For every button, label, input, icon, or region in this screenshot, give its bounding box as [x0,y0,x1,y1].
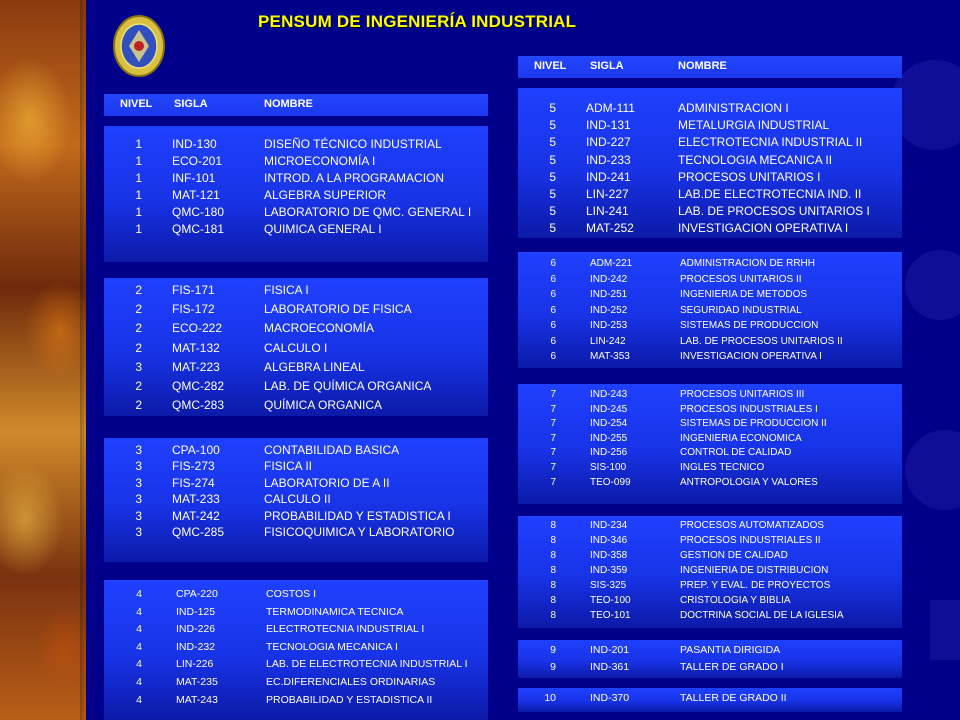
course-code: QMC-283 [172,398,225,413]
university-seal-icon [112,14,166,78]
course-row [518,520,902,534]
course-code: LIN-242 [590,335,626,347]
course-code: IND-256 [590,447,628,459]
course-name: PROCESOS AUTOMATIZADOS [680,520,825,531]
course-row [104,341,488,355]
course-level: 7 [550,418,556,430]
course-level: 8 [550,595,556,606]
course-name: INGENIERIA DE DISTRIBUCION [680,565,829,576]
course-code: ECO-201 [172,154,223,168]
course-row [104,509,488,523]
course-name: INVESTIGACION OPERATIVA I [680,351,822,362]
header-nivel: NIVEL [534,60,567,72]
course-level: 1 [135,171,142,185]
course-code: QMC-282 [172,379,225,393]
course-block [518,384,902,504]
decorative-gear-tooth [930,600,960,660]
course-row [518,389,902,403]
course-name: GESTION DE CALIDAD [680,550,788,561]
course-level: 2 [135,398,142,413]
course-name: MICROECONOMÍA I [264,154,376,168]
course-level: 5 [549,152,556,167]
course-level: 6 [550,335,556,347]
course-level: 8 [550,580,556,591]
course-name: INGENIERIA DE METODOS [680,289,808,300]
course-block [104,278,488,416]
course-level: 2 [135,379,142,393]
course-level: 6 [550,304,556,316]
course-row [104,283,488,297]
course-row [104,222,488,236]
course-code: FIS-172 [172,302,215,317]
course-name: DISEÑO TÉCNICO INDUSTRIAL [264,137,442,151]
course-row [518,595,902,609]
course-level: 7 [550,447,556,459]
course-code: IND-125 [176,605,216,618]
course-name: TALLER DE GRADO II [680,692,787,704]
course-row [104,623,488,637]
course-code: MAT-235 [176,676,218,688]
course-name: INVESTIGACION OPERATIVA I [678,221,849,236]
course-code: IND-254 [590,418,628,430]
course-row [104,188,488,202]
course-level: 4 [136,588,142,600]
course-name: ALGEBRA LINEAL [264,359,365,374]
course-name: PROCESOS INDUSTRIALES II [680,535,821,546]
course-level: 8 [550,610,556,621]
course-row [518,351,902,365]
course-row [104,137,488,151]
course-row [518,433,902,447]
course-level: 3 [135,459,142,474]
course-row [518,187,902,201]
course-name: QUIMICA GENERAL I [264,222,382,236]
course-code: TEO-100 [590,595,631,606]
course-level: 2 [135,340,142,355]
course-row [104,443,488,457]
course-level: 6 [550,351,556,362]
course-row [518,101,902,115]
course-block [518,688,902,712]
course-row [104,606,488,620]
course-name: ADMINISTRACION DE RRHH [680,258,816,269]
course-name: SEGURIDAD INDUSTRIAL [680,304,802,316]
course-name: FISICA II [264,459,313,474]
course-row [518,204,902,218]
course-row [518,258,902,272]
decorative-side-strip [0,0,86,720]
course-code: MAT-252 [586,221,634,236]
course-row [104,588,488,602]
course-level: 1 [135,188,142,202]
course-row [518,170,902,184]
course-level: 3 [135,475,142,490]
course-code: INF-101 [172,171,216,185]
course-name: CONTABILIDAD BASICA [264,443,400,457]
course-name: TECNOLOGIA MECANICA I [266,640,398,653]
course-name: SISTEMAS DE PRODUCCION [680,320,819,331]
course-row [104,321,488,335]
course-row [518,462,902,476]
course-row [518,644,902,658]
course-level: 5 [549,118,556,133]
course-code: IND-243 [590,389,628,400]
course-code: IND-251 [590,289,628,300]
course-level: 6 [550,320,556,331]
course-block [518,88,902,238]
header-nombre: NOMBRE [678,60,727,72]
course-name: ELECTROTECNIA INDUSTRIAL II [678,135,863,150]
course-level: 4 [136,605,142,618]
course-level: 7 [550,476,556,488]
table-header-right [518,56,902,78]
course-row [104,171,488,185]
table-header-left [104,94,488,116]
course-code: IND-233 [586,152,631,167]
course-name: CALCULO I [264,340,328,355]
course-block [518,252,902,368]
course-row [518,565,902,579]
course-code: IND-252 [590,304,628,316]
course-level: 2 [135,321,142,336]
course-row [518,610,902,624]
course-row [518,289,902,303]
course-code: IND-253 [590,320,628,331]
course-name: ANTROPOLOGIA Y VALORES [680,476,818,488]
course-level: 8 [550,550,556,561]
course-name: LAB. DE PROCESOS UNITARIOS II [680,335,843,347]
course-code: MAT-243 [176,693,218,706]
course-level: 6 [550,289,556,300]
course-code: IND-232 [176,640,216,653]
decorative-gear-icon [905,430,960,510]
course-row [104,492,488,506]
course-level: 7 [550,389,556,400]
course-level: 8 [550,565,556,576]
course-name: INGLES TECNICO [680,462,765,473]
course-row [104,398,488,412]
course-row [518,135,902,149]
course-level: 8 [550,535,556,546]
course-row [104,379,488,393]
course-code: LIN-227 [586,187,629,201]
course-code: IND-226 [176,623,216,636]
header-sigla: SIGLA [174,98,208,110]
course-code: ADM-221 [590,258,633,269]
course-level: 1 [135,205,142,219]
course-level: 3 [135,443,142,457]
course-level: 5 [549,169,556,184]
course-level: 2 [135,302,142,317]
header-sigla: SIGLA [590,60,624,72]
course-code: IND-227 [586,135,631,150]
course-name: TECNOLOGIA MECANICA II [678,152,833,167]
course-level: 5 [549,135,556,150]
course-level: 3 [135,525,142,539]
course-code: MAT-353 [590,351,630,362]
page-title: PENSUM DE INGENIERÍA INDUSTRIAL [258,12,577,31]
course-code: ECO-222 [172,321,223,336]
course-name: LABORATORIO DE FISICA [264,302,412,317]
course-code: IND-131 [586,118,631,133]
course-level: 1 [135,222,142,236]
course-row [104,525,488,539]
course-row [104,641,488,655]
course-name: LABORATORIO DE QMC. GENERAL I [264,205,472,219]
course-code: IND-361 [590,661,630,673]
course-code: FIS-273 [172,459,215,474]
course-row [518,447,902,461]
course-name: MACROECONOMÍA [264,321,375,336]
course-code: TEO-101 [590,610,631,621]
course-name: INTROD. A LA PROGRAMACION [264,171,445,185]
course-name: FISICOQUIMICA Y LABORATORIO [264,525,455,539]
course-code: FIS-274 [172,475,215,490]
course-name: PROCESOS UNITARIOS III [680,389,805,400]
course-code: ADM-111 [586,101,635,115]
course-name: TALLER DE GRADO I [680,661,784,673]
course-row [104,154,488,168]
course-row [518,535,902,549]
course-row [518,118,902,132]
course-level: 6 [550,273,556,285]
course-row [104,302,488,316]
course-code: SIS-325 [590,580,627,591]
course-code: SIS-100 [590,462,627,473]
course-code: LIN-226 [176,658,214,671]
course-level: 3 [135,359,142,374]
course-row [104,694,488,708]
course-level: 1 [135,137,142,151]
course-code: IND-359 [590,565,628,576]
course-name: LAB. DE PROCESOS UNITARIOS I [678,204,870,219]
course-name: CONTROL DE CALIDAD [680,447,792,459]
course-row [518,550,902,564]
course-level: 7 [550,432,556,444]
course-name: PASANTIA DIRIGIDA [680,644,781,656]
course-row [518,336,902,350]
course-row [104,658,488,672]
course-block [104,126,488,262]
course-name: ADMINISTRACION I [678,101,789,115]
course-name: COSTOS I [266,588,316,600]
course-name: PROCESOS UNITARIOS II [680,273,802,285]
course-name: PROBABILIDAD Y ESTADISTICA II [266,693,433,706]
course-row [104,360,488,374]
course-level: 3 [135,508,142,523]
course-name: TERMODINAMICA TECNICA [266,605,404,618]
course-level: 4 [136,640,142,653]
course-code: MAT-132 [172,340,220,355]
course-row [104,476,488,490]
course-row [104,676,488,690]
course-name: SISTEMAS DE PRODUCCION II [680,418,827,430]
course-code: IND-234 [590,520,628,531]
decorative-gear-icon [905,250,960,320]
course-name: DOCTRINA SOCIAL DE LA IGLESIA [680,610,844,621]
course-level: 5 [549,204,556,219]
course-row [104,205,488,219]
course-level: 8 [550,520,556,531]
course-name: ELECTROTECNIA INDUSTRIAL I [266,623,425,636]
course-code: IND-370 [590,692,630,704]
course-row [518,153,902,167]
course-code: QMC-181 [172,222,225,236]
course-level: 3 [135,492,142,507]
course-level: 2 [135,283,142,297]
course-name: LAB. DE ELECTROTECNIA INDUSTRIAL I [266,658,468,671]
course-level: 1 [135,154,142,168]
course-code: MAT-242 [172,508,220,523]
course-row [518,692,902,706]
course-name: FISICA I [264,283,309,297]
course-row [518,580,902,594]
course-level: 4 [136,658,142,671]
course-code: IND-201 [590,644,630,656]
course-name: PROCESOS INDUSTRIALES I [680,403,818,415]
course-name: METALURGIA INDUSTRIAL [678,118,830,133]
course-block [518,516,902,628]
course-row [104,459,488,473]
course-level: 9 [550,661,556,673]
course-code: IND-130 [172,137,217,151]
course-code: IND-346 [590,535,628,546]
course-row [518,418,902,432]
course-name: EC.DIFERENCIALES ORDINARIAS [266,676,436,688]
course-row [518,274,902,288]
course-level: 5 [549,221,556,236]
course-name: PREP. Y EVAL. DE PROYECTOS [680,580,831,591]
course-level: 4 [136,623,142,636]
header-nombre: NOMBRE [264,98,313,110]
course-row [518,477,902,491]
course-code: MAT-223 [172,359,220,374]
course-code: MAT-233 [172,492,220,507]
course-name: ALGEBRA SUPERIOR [264,188,387,202]
course-code: FIS-171 [172,283,215,297]
course-code: MAT-121 [172,188,220,202]
course-row [518,221,902,235]
course-row [518,305,902,319]
course-level: 5 [549,187,556,201]
course-level: 4 [136,676,142,688]
course-name: QUÍMICA ORGANICA [264,398,383,413]
course-level: 5 [549,101,556,115]
course-block [104,438,488,562]
course-level: 7 [550,462,556,473]
course-name: INGENIERIA ECONOMICA [680,432,802,444]
header-nivel: NIVEL [120,98,153,110]
course-row [518,661,902,675]
course-name: PROCESOS UNITARIOS I [678,169,821,184]
course-name: LAB.DE ELECTROTECNIA IND. II [678,187,862,201]
course-level: 9 [550,644,556,656]
course-block [518,640,902,678]
course-level: 7 [550,403,556,415]
course-level: 6 [550,258,556,269]
course-code: CPA-220 [176,588,218,600]
course-code: IND-255 [590,432,628,444]
course-level: 10 [544,692,556,704]
course-code: IND-241 [586,169,631,184]
course-code: QMC-180 [172,205,225,219]
course-name: LAB. DE QUÍMICA ORGANICA [264,379,432,393]
course-code: IND-245 [590,403,628,415]
course-code: LIN-241 [586,204,629,219]
course-row [518,404,902,418]
course-name: CALCULO II [264,492,331,507]
course-name: CRISTOLOGIA Y BIBLIA [680,595,791,606]
course-level: 4 [136,693,142,706]
course-code: TEO-099 [590,476,631,488]
course-code: IND-242 [590,273,628,285]
course-name: LABORATORIO DE A II [264,475,390,490]
course-block [104,580,488,720]
course-code: IND-358 [590,550,628,561]
course-code: QMC-285 [172,525,225,539]
course-name: PROBABILIDAD Y ESTADISTICA I [264,508,451,523]
course-row [518,320,902,334]
course-code: CPA-100 [172,443,220,457]
